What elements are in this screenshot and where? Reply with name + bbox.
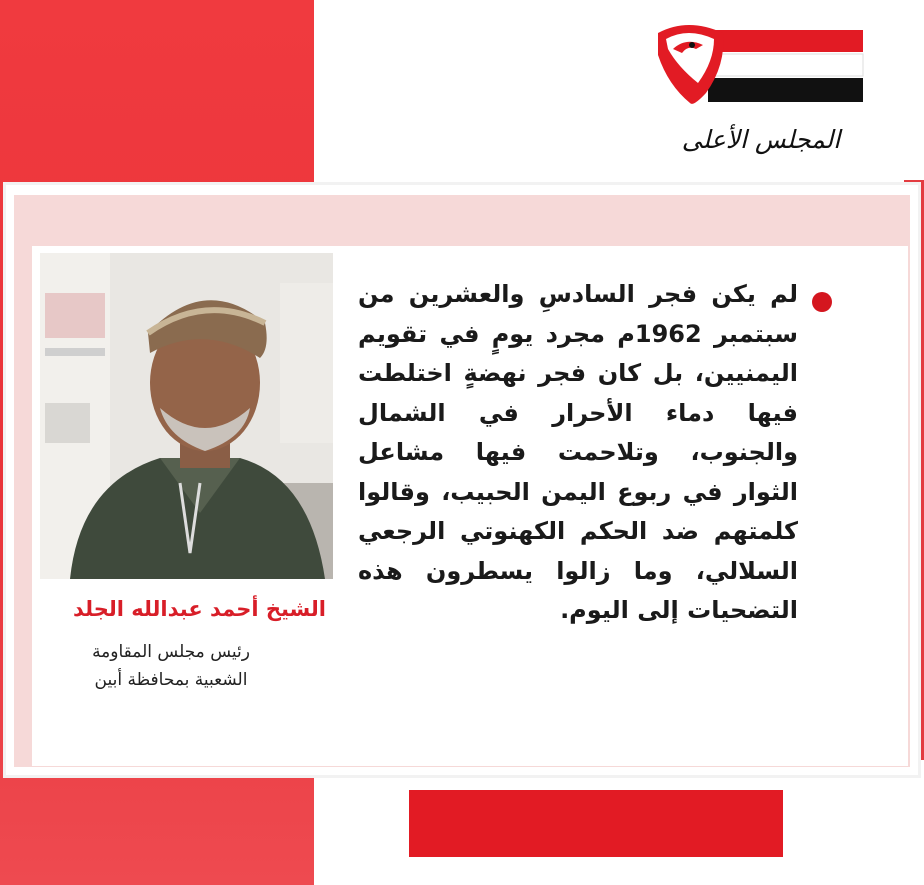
logo-caption: المجلس الأعلى — [681, 125, 841, 154]
portrait-photo — [40, 253, 333, 579]
bottom-red-bar — [409, 790, 783, 857]
role-line-1: رئيس مجلس المقاومة — [92, 642, 250, 662]
quote-text: لم يكن فجر السادسِ والعشرين من سبتمبر 1962م مجرد يومٍ في تقويم اليمنيين، بل كان فجر نهضةٍ اختلطت فيها دماء الأحرار في الشمال والجنوب، وتلاحمت فيها مشاعل الثوار في ربوع اليمن الحبيب، وقالوا كلمتهم ضد الحكم الكهنوتي الرجعي السلالي، وما زالوا يسطرون هذه التضحيات إلى اليوم. — [358, 280, 798, 624]
eagle-emblem-icon — [648, 15, 864, 115]
person-name: الشيخ أحمد عبدالله الجلد — [73, 597, 326, 621]
person-role — [40, 638, 302, 694]
role-line-2: الشعبية بمحافظة أبين — [94, 670, 248, 690]
bullet-dot — [812, 292, 832, 312]
